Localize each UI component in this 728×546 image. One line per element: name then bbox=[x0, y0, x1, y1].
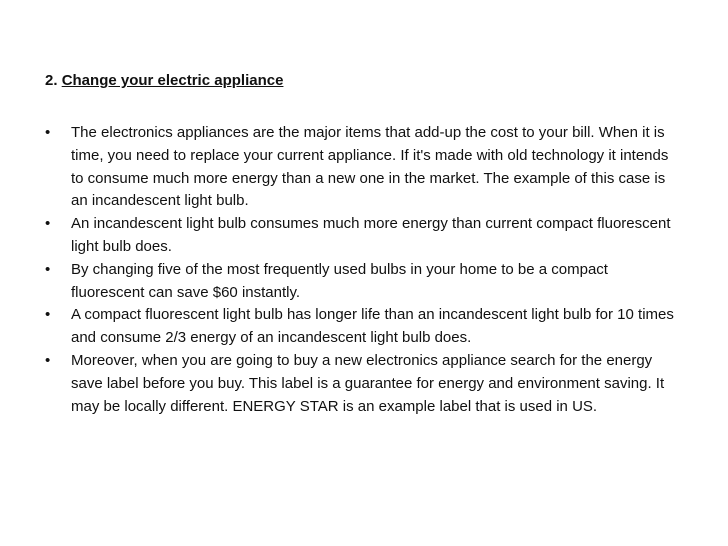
bullet-text: The electronics appliances are the major items that add-up the cost to your bill. When it is time, you need to replace your current appliance. If it's made with old technology it intends to consume much more energy than a new one in the market. The example of this case is an incandescent light bulb. bbox=[71, 124, 669, 210]
bullet-item bbox=[45, 350, 685, 418]
bullet-item bbox=[45, 259, 685, 305]
bullet-icon: • bbox=[45, 306, 51, 324]
bullet-text: By changing five of the most frequently used bulbs in your home to be a compact fluorescent can save $60 instantly. bbox=[71, 260, 608, 301]
bullet-list bbox=[45, 122, 685, 418]
bullet-text: An incandescent light bulb consumes much more energy than current compact fluorescent light bulb does. bbox=[71, 215, 671, 255]
bullet-icon: • bbox=[45, 351, 51, 369]
bullet-item bbox=[45, 122, 685, 213]
heading-title: Change your electric appliance bbox=[61, 72, 284, 89]
bullet-text: A compact fluorescent light bulb has longer life than an incandescent light bulb for 10 times and consume 2/3 energy of an incandescent light bulb does. bbox=[71, 306, 674, 347]
bullet-text: Moreover, when you are going to buy a new electronics appliance search for the energy save label before you buy. This label is a guarantee for energy and environment saving. It may be locally different. ENERGY STAR is an example label that is used in US. bbox=[71, 351, 665, 415]
bullet-item bbox=[45, 213, 685, 259]
bullet-icon: • bbox=[45, 215, 51, 233]
bullet-item bbox=[45, 304, 685, 350]
heading-number: 2. bbox=[45, 72, 58, 89]
bullet-icon: • bbox=[45, 124, 51, 141]
section-heading bbox=[45, 71, 283, 91]
bullet-icon: • bbox=[45, 260, 51, 278]
